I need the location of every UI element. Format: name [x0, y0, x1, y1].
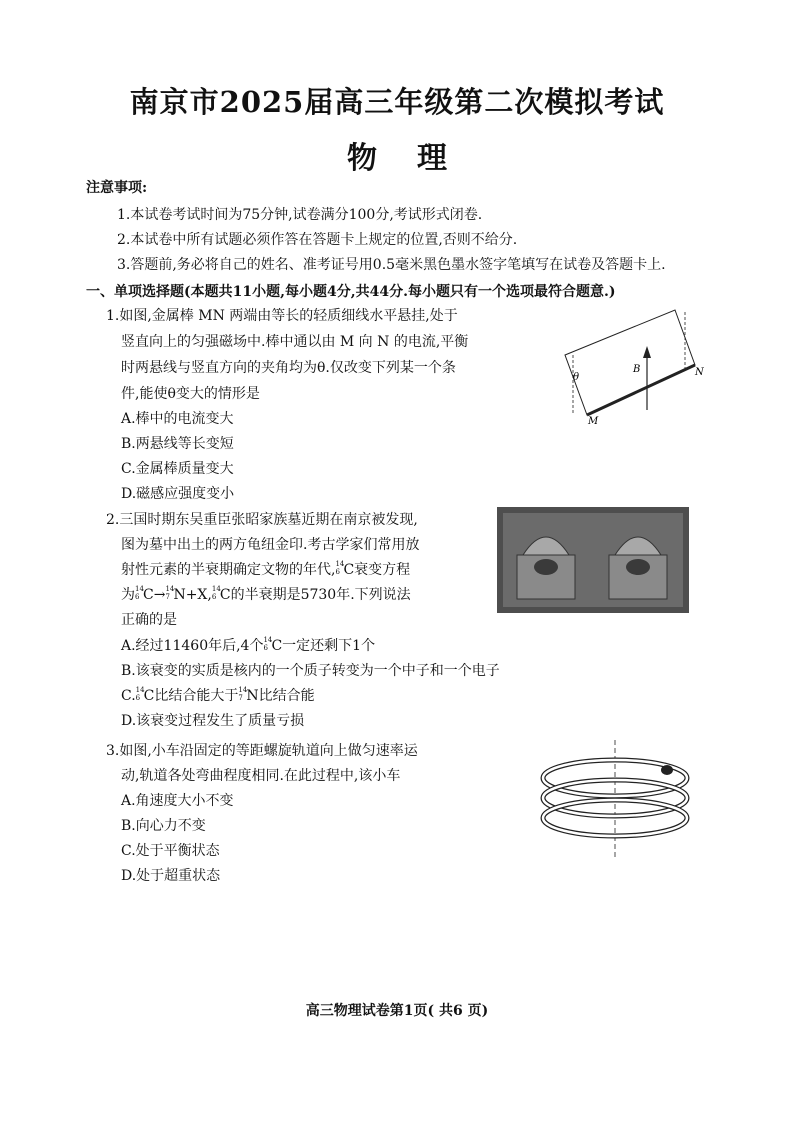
question-3-text: 动,轨道各处弯曲程度相同.在此过程中,该小车 [121, 768, 401, 784]
theta-label: θ [573, 372, 580, 383]
note-item: 2.本试卷中所有试题必须作答在答题卡上规定的位置,否则不给分. [117, 232, 518, 248]
q2-option-d: D.该衰变过程发生了质量亏损 [121, 713, 305, 729]
q1-option-d: D.磁感应强度变小 [121, 486, 235, 502]
spiral-track-figure [535, 740, 695, 860]
magnetic-rod-figure [555, 300, 715, 430]
nuclide-n14: 14 7 [165, 585, 175, 601]
question-2-text: 正确的是 [121, 612, 177, 628]
q2-option-b: B.该衰变的实质是核内的一个质子转变为一个中子和一个电子 [121, 663, 500, 679]
q3-option-a: A.角速度大小不变 [121, 793, 234, 809]
question-1-text: 竖直向上的匀强磁场中.棒中通以由 M 向 N 的电流,平衡 [121, 334, 469, 350]
question-2-text: 图为墓中出土的两方龟纽金印.考古学家们常用放 [121, 537, 420, 553]
nuclide-c14: 14 6 [135, 585, 144, 601]
q1-option-c: C.金属棒质量变大 [121, 461, 234, 477]
question-2-text: 2.三国时期东吴重臣张昭家族墓近期在南京被发现, [106, 512, 418, 528]
n-label: N [695, 367, 704, 378]
q3-option-b: B.向心力不变 [121, 818, 206, 834]
page-footer: 高三物理试卷第1页( 共6 页) [305, 1003, 489, 1019]
q1-option-b: B.两悬线等长变短 [121, 436, 234, 452]
question-1-text: 件,能使θ变大的情形是 [121, 386, 260, 402]
b-field-label: B [633, 364, 641, 375]
question-2-text: 射性元素的半衰期确定文物的年代, 14 6 C衰变方程 [121, 560, 411, 578]
question-1-text: 1.如图,金属棒 MN 两端由等长的轻质细线水平悬挂,处于 [106, 308, 458, 324]
gold-seals-photo [497, 507, 689, 613]
notes-heading: 注意事项: [86, 180, 148, 196]
question-3-text: 3.如图,小车沿固定的等距螺旋轨道向上做匀速率运 [106, 743, 418, 759]
q2-option-a: A.经过11460年后,4个 14 6 C一定还剩下1个 [121, 636, 376, 654]
question-1-text: 时两悬线与竖直方向的夹角均为θ.仅改变下列某一个条 [121, 360, 456, 376]
note-item: 3.答题前,务必将自己的姓名、准考证号用0.5毫米黑色墨水签字笔填写在试卷及答题卡上. [117, 257, 666, 273]
q3-option-c: C.处于平衡状态 [121, 843, 220, 859]
exam-title: 南京市2025届高三年级第二次模拟考试 [129, 85, 665, 119]
question-2-text: 为 14 6 C→ 14 7 N+X, 14 6 C的半衰期是5730年.下列说法 [121, 585, 411, 603]
subject-title: 物理 [347, 141, 487, 176]
nuclide-c14: 14 6 [335, 560, 345, 576]
nuclide-c14: 14 6 [211, 585, 221, 601]
m-label: M [588, 416, 599, 427]
q3-option-d: D.处于超重状态 [121, 868, 221, 884]
note-item: 1.本试卷考试时间为75分钟,试卷满分100分,考试形式闭卷. [117, 207, 483, 223]
section-heading: 一、单项选择题(本题共11小题,每小题4分,共44分.每小题只有一个选项最符合题意.) [86, 284, 616, 300]
q1-option-a: A.棒中的电流变大 [121, 411, 234, 427]
cart-icon [661, 765, 673, 775]
q2-option-c: C. 14 6 C比结合能大于 14 7 N比结合能 [121, 686, 315, 704]
